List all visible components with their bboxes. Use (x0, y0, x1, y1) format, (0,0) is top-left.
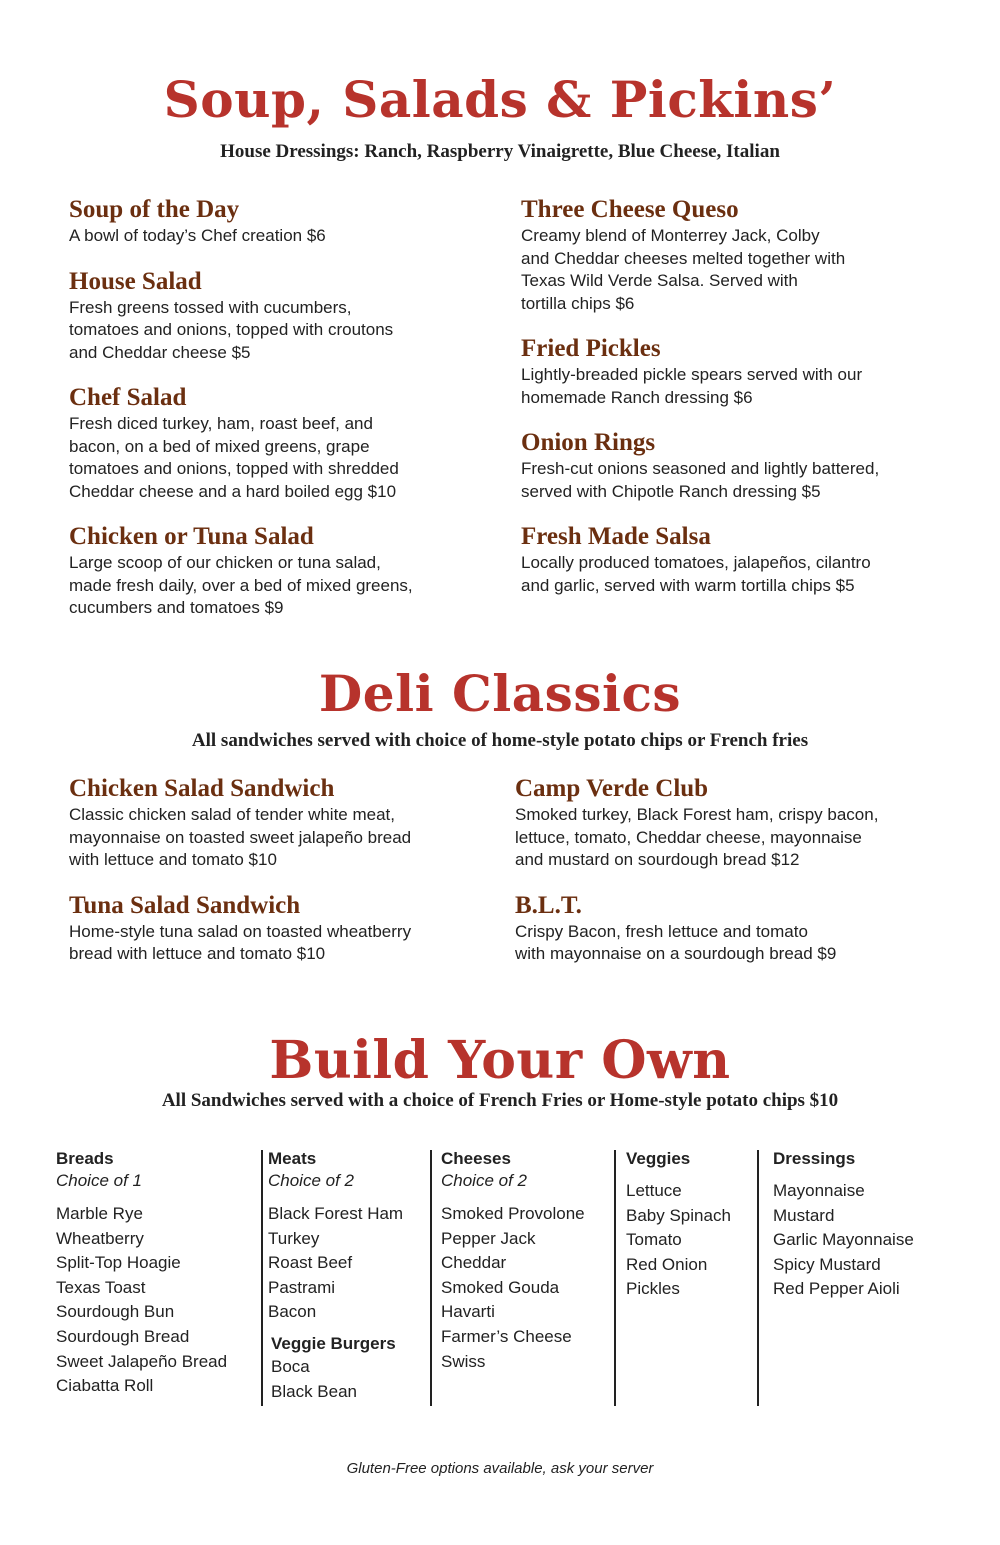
list-item: Pepper Jack (441, 1228, 536, 1248)
item-name: Chef Salad (69, 384, 187, 411)
list-item: Roast Beef (268, 1253, 353, 1273)
list-item: Pastrami (268, 1277, 336, 1297)
list-item: Boca (271, 1356, 310, 1376)
deli-section-subtitle: All sandwiches served with choice of home-style potato chips or French fries (191, 730, 809, 751)
item-description: Crispy Bacon, fresh lettuce and tomato with mayonnaise on a sourdough bread $9 (515, 921, 837, 963)
list-item: Sourdough Bread (56, 1326, 190, 1346)
item-name: Camp Verde Club (515, 775, 709, 802)
item-name: Onion Rings (521, 429, 656, 456)
item-name: Soup of the Day (69, 196, 240, 223)
meats-choice: Choice of 2 (268, 1171, 354, 1190)
list-item: Garlic Mayonnaise (773, 1230, 914, 1250)
column-divider (430, 1150, 432, 1406)
item-description: Large scoop of our chicken or tuna salad, made fresh daily, over a bed of mixed greens, cucumbers and tomatoes $9 (69, 553, 413, 617)
list-item: Smoked Gouda (441, 1277, 560, 1297)
soup-left-column (69, 196, 499, 640)
item-description: A bowl of today’s Chef creation $6 (69, 226, 326, 245)
menu-item-three-cheese-queso (521, 196, 961, 315)
menu-item-blt (515, 892, 965, 966)
list-item: Swiss (441, 1351, 486, 1371)
item-description: Fresh-cut onions seasoned and lightly battered, served with Chipotle Ranch dressing $5 (521, 459, 880, 501)
item-name: B.L.T. (515, 891, 582, 919)
column-divider (614, 1150, 616, 1406)
soup-right-column (521, 196, 961, 617)
deli-right-column (515, 775, 965, 986)
item-name: Chicken Salad Sandwich (69, 775, 335, 802)
breads-choice: Choice of 1 (56, 1171, 142, 1190)
menu-item-chef-salad (69, 384, 499, 503)
item-description: Lightly-breaded pickle spears served with our homemade Ranch dressing $6 (521, 365, 863, 407)
veggies-heading: Veggies (626, 1149, 691, 1168)
soup-section-title: Soup, Salads & Pickins’ (163, 70, 837, 129)
item-name: Fried Pickles (521, 335, 661, 362)
list-item: Havarti (441, 1302, 495, 1322)
menu-item-fried-pickles (521, 335, 961, 409)
list-item: Black Bean (271, 1381, 357, 1401)
list-item: Red Onion (626, 1254, 708, 1274)
list-item: Baby Spinach (626, 1205, 731, 1225)
list-item: Red Pepper Aioli (773, 1279, 900, 1299)
item-description: Classic chicken salad of tender white meat, mayonnaise on toasted sweet jalapeño bread with lettuce and tomato $10 (69, 805, 412, 869)
item-description: Fresh greens tossed with cucumbers, tomatoes and onions, topped with croutons and Cheddar cheese $5 (69, 297, 394, 362)
list-item: Spicy Mustard (773, 1254, 881, 1274)
list-item: Lettuce (626, 1181, 682, 1200)
menu-item-tuna-salad-sandwich (69, 892, 499, 966)
byo-cheeses-column (441, 1148, 611, 1374)
meats-list (268, 1202, 428, 1325)
byo-breads-column (56, 1148, 256, 1399)
list-item: Sourdough Bun (56, 1302, 175, 1322)
byo-section-subtitle: All Sandwiches served with a choice of French Fries or Home-style potato chips $10 (161, 1090, 839, 1111)
gluten-free-note: Gluten-Free options available, ask your server (346, 1460, 654, 1477)
veggie-burgers-heading: Veggie Burgers (271, 1333, 396, 1353)
list-item: Texas Toast (56, 1277, 146, 1297)
byo-meats-column (268, 1148, 428, 1404)
item-name: Tuna Salad Sandwich (69, 891, 301, 919)
menu-item-onion-rings (521, 429, 961, 503)
column-divider (261, 1150, 263, 1406)
item-description: Home-style tuna salad on toasted wheatberry bread with lettuce and tomato $10 (69, 921, 412, 963)
dressings-heading: Dressings (773, 1149, 856, 1168)
cheeses-list (441, 1202, 611, 1374)
menu-item-fresh-made-salsa (521, 523, 961, 597)
list-item: Pickles (626, 1279, 680, 1299)
list-item: Wheatberry (56, 1228, 144, 1248)
item-description: Creamy blend of Monterrey Jack, Colby and Cheddar cheeses melted together with Texas Wild Verde Salsa. Served with tortilla chips $6 (521, 226, 846, 313)
breads-heading: Breads (56, 1149, 114, 1168)
meats-heading: Meats (268, 1149, 317, 1168)
list-item: Cheddar (441, 1253, 507, 1273)
veggie-burgers-list (271, 1355, 428, 1404)
list-item: Mustard (773, 1205, 835, 1225)
item-name: Chicken or Tuna Salad (69, 523, 314, 550)
list-item: Ciabatta Roll (56, 1376, 154, 1396)
list-item: Sweet Jalapeño Bread (56, 1351, 228, 1371)
byo-veggies-column (626, 1148, 756, 1302)
item-name: Three Cheese Queso (521, 196, 739, 223)
menu-item-chicken-salad-sandwich (69, 775, 499, 872)
list-item: Marble Rye (56, 1204, 143, 1223)
list-item: Farmer’s Cheese (441, 1326, 572, 1346)
menu-item-camp-verde-club (515, 775, 965, 872)
list-item: Mayonnaise (773, 1181, 865, 1200)
menu-item-house-salad (69, 268, 499, 365)
veggies-list (626, 1179, 756, 1302)
item-description: Fresh diced turkey, ham, roast beef, and bacon, on a bed of mixed greens, grape tomatoes and onions, topped with shredded Cheddar cheese and a hard boiled egg $10 (69, 414, 399, 501)
column-divider (757, 1150, 759, 1406)
deli-section-title: Deli Classics (318, 664, 682, 723)
byo-dressings-column (773, 1148, 973, 1302)
soup-section-subtitle: House Dressings: Ranch, Raspberry Vinaigrette, Blue Cheese, Italian (220, 141, 780, 162)
deli-left-column (69, 775, 499, 986)
breads-list (56, 1202, 256, 1399)
dressings-list (773, 1179, 973, 1302)
cheeses-heading: Cheeses (441, 1149, 511, 1168)
menu-item-soup-of-the-day (69, 196, 499, 248)
list-item: Smoked Provolone (441, 1204, 585, 1223)
byo-section-title: Build Your Own (269, 1030, 731, 1091)
list-item: Turkey (268, 1228, 320, 1248)
item-description: Smoked turkey, Black Forest ham, crispy bacon, lettuce, tomato, Cheddar cheese, mayonnaise and mustard on sourdough bread $12 (515, 805, 879, 869)
menu-item-chicken-or-tuna-salad (69, 523, 499, 620)
cheeses-choice: Choice of 2 (441, 1171, 527, 1190)
list-item: Bacon (268, 1302, 317, 1322)
list-item: Tomato (626, 1230, 682, 1250)
list-item: Split-Top Hoagie (56, 1253, 181, 1273)
list-item: Black Forest Ham (268, 1204, 404, 1223)
item-name: House Salad (69, 267, 202, 295)
item-name: Fresh Made Salsa (521, 523, 711, 550)
item-description: Locally produced tomatoes, jalapeños, cilantro and garlic, served with warm tortilla chips $5 (521, 553, 871, 595)
